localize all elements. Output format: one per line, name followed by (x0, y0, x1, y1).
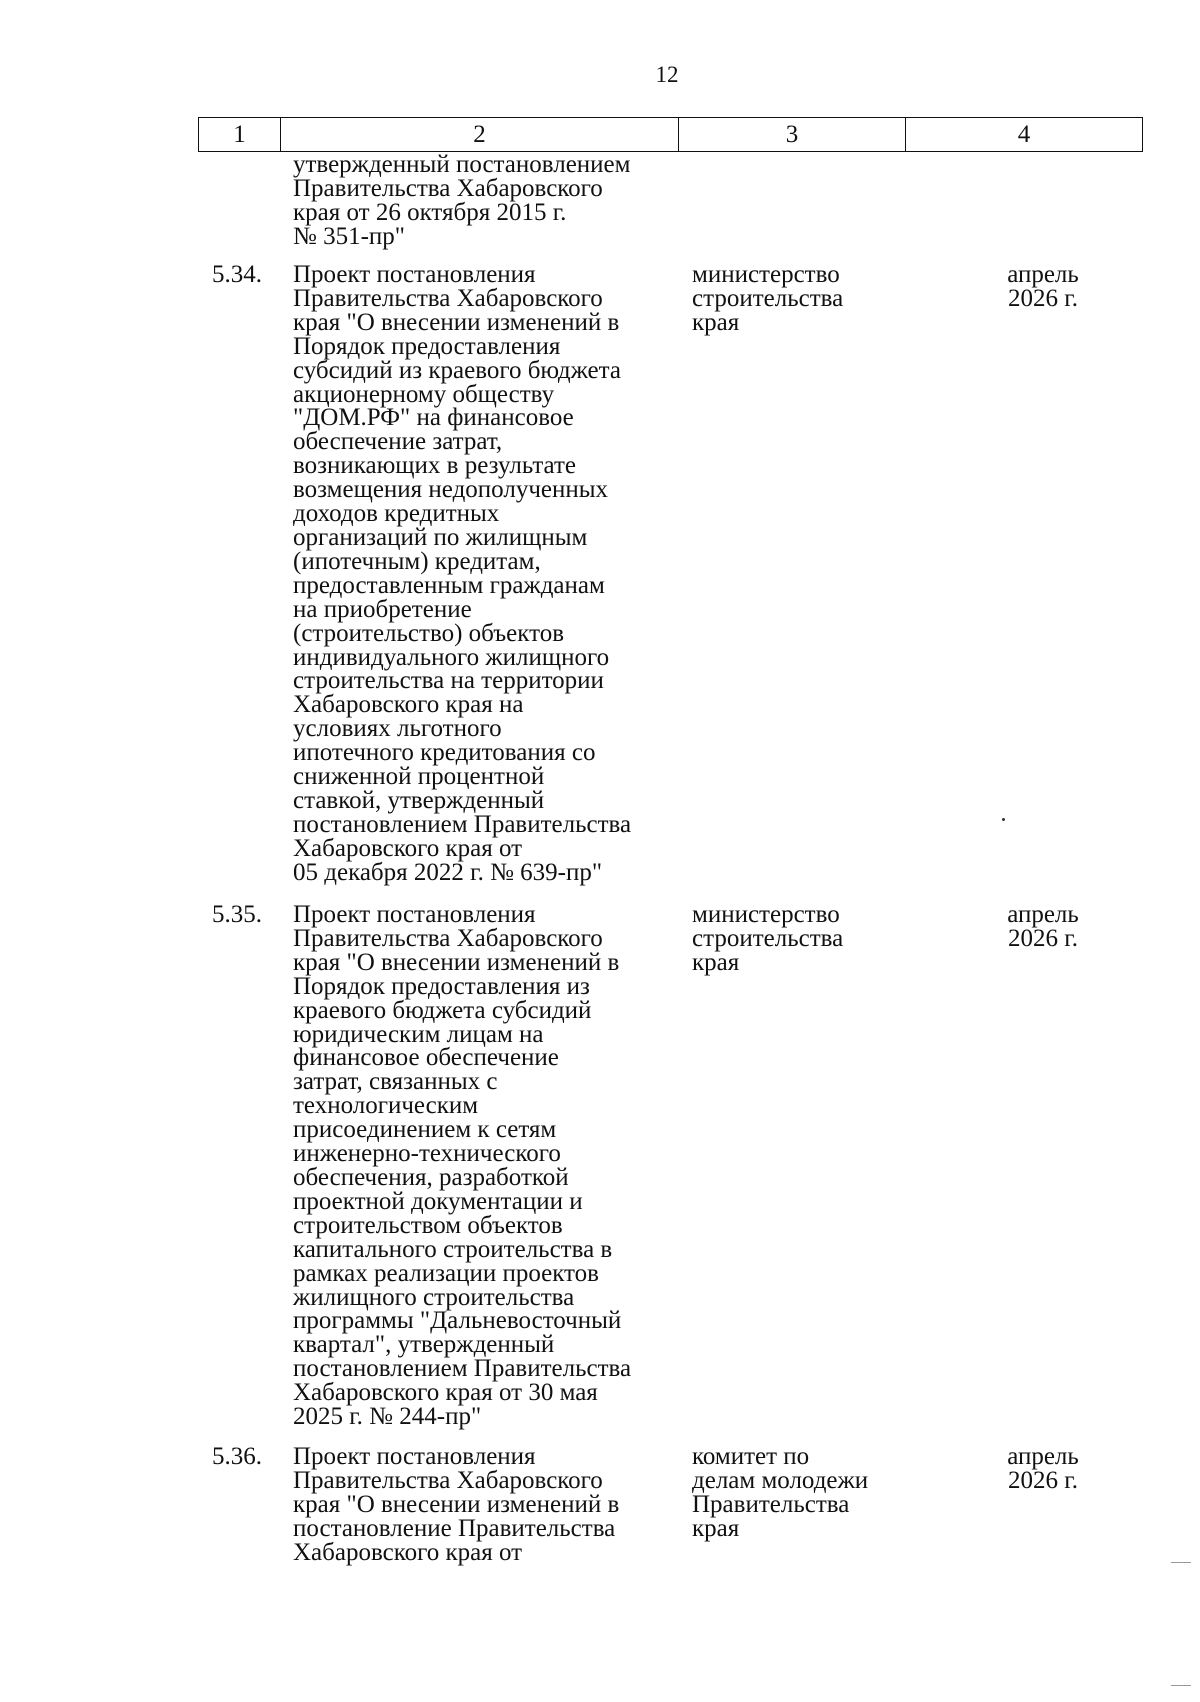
header-cell-3: 3 (678, 118, 905, 151)
header-cell-2: 2 (280, 118, 678, 151)
row-number: 5.34. (212, 261, 262, 288)
row-description: Проект постановления Правительства Хабаровского края "О внесении изменений в Порядок предоставления субсидий из краевого бюджета акционерному обществу "ДОМ.РФ" на финансовое обеспечение затрат, возникающих в результате возмещения недополученных доходов кредитных организаций по жилищным (ипотечным) кредитам, предоставленным гражданам на приобретение (строительство) объектов индивидуального жилищного строительства на территории Хабаровского края на условиях льготного ипотечного кредитования со сниженной процентной ставкой, утвержденный постановлением Правительства Хабаровского края от 05 декабря 2022 г. № 639-пр" (293, 261, 632, 886)
row-deadline: апрель 2026 г. (1007, 901, 1079, 952)
row-responsible: министерство строительства края (692, 261, 844, 336)
scan-edge-mark (1171, 1685, 1191, 1686)
row-responsible: министерство строительства края (692, 901, 844, 976)
scan-edge-mark (1171, 1562, 1191, 1563)
page-number: 12 (655, 62, 679, 87)
continued-description: утвержденный постановлением Правительства Хабаровского края от 26 октября 2015 г. № 351-пр" (293, 151, 631, 250)
row-number: 5.35. (212, 901, 262, 928)
scan-speck (1002, 818, 1005, 821)
table-header-row (198, 117, 1143, 152)
header-cell-4: 4 (905, 118, 1143, 151)
row-number: 5.36. (212, 1443, 262, 1470)
header-cell-1: 1 (198, 118, 280, 151)
row-deadline: апрель 2026 г. (1007, 1443, 1079, 1494)
row-deadline: апрель 2026 г. (1007, 261, 1079, 312)
row-responsible: комитет по делам молодежи Правительства края (692, 1443, 869, 1542)
row-description: Проект постановления Правительства Хабаровского края "О внесении изменений в Порядок предоставления из краевого бюджета субсидий юридическим лицам на финансовое обеспечение затрат, связанных с технологическим присоединением к сетям инженерно-технического обеспечения, разработкой проектной документации и строительством объектов капитального строительства в рамках реализации проектов жилищного строительства программы "Дальневосточный квартал", утвержденный постановлением Правительства Хабаровского края от 30 мая 2025 г. № 244-пр" (293, 901, 632, 1431)
row-description: Проект постановления Правительства Хабаровского края "О внесении изменений в постановление Правительства Хабаровского края от (293, 1443, 620, 1566)
